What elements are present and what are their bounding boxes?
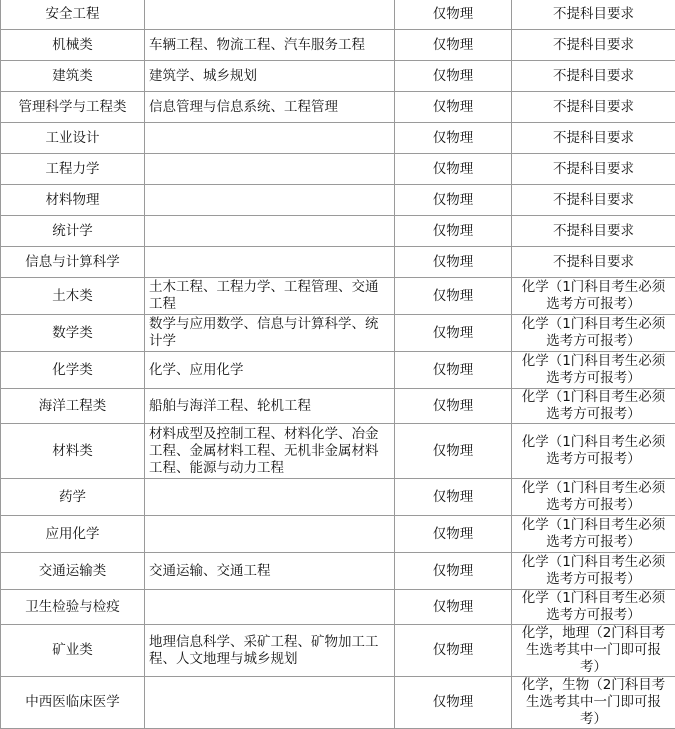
requirement-cell: 化学（1门科目考生必须选考方可报考） [512,424,675,479]
major-cell: 机械类 [1,30,145,61]
subject-cell: 仅物理 [395,216,512,247]
covers-cell [145,479,395,516]
table-row [1,389,675,424]
covers-cell [145,516,395,553]
subject-cell: 仅物理 [395,154,512,185]
major-cell: 土木类 [1,278,145,315]
requirement-cell: 化学（1门科目考生必须选考方可报考） [512,278,675,315]
requirement-cell: 不提科目要求 [512,30,675,61]
major-cell: 应用化学 [1,516,145,553]
covers-cell: 信息管理与信息系统、工程管理 [145,92,395,123]
requirement-cell: 不提科目要求 [512,247,675,278]
subject-cell: 仅物理 [395,247,512,278]
table-row [1,479,675,516]
subject-cell: 仅物理 [395,389,512,424]
table-row [1,154,675,185]
subject-cell: 仅物理 [395,61,512,92]
requirement-cell: 化学（1门科目考生必须选考方可报考） [512,479,675,516]
table-row [1,185,675,216]
covers-cell [145,590,395,625]
table-row [1,216,675,247]
subject-cell: 仅物理 [395,590,512,625]
covers-cell [145,185,395,216]
table-row [1,625,675,677]
subject-cell: 仅物理 [395,625,512,677]
major-cell: 工业设计 [1,123,145,154]
subject-cell: 仅物理 [395,677,512,729]
requirement-cell: 不提科目要求 [512,61,675,92]
major-cell: 安全工程 [1,0,145,30]
requirement-cell: 化学（1门科目考生必须选考方可报考） [512,315,675,352]
covers-cell [145,677,395,729]
requirement-cell: 不提科目要求 [512,123,675,154]
subject-cell: 仅物理 [395,352,512,389]
covers-cell [145,154,395,185]
major-cell: 管理科学与工程类 [1,92,145,123]
table-row [1,516,675,553]
requirement-cell: 不提科目要求 [512,154,675,185]
subject-cell: 仅物理 [395,92,512,123]
subject-cell: 仅物理 [395,278,512,315]
major-cell: 数学类 [1,315,145,352]
major-cell: 材料类 [1,424,145,479]
subject-cell: 仅物理 [395,553,512,590]
covers-cell: 交通运输、交通工程 [145,553,395,590]
table-row [1,278,675,315]
table-row [1,352,675,389]
requirement-cell: 化学（1门科目考生必须选考方可报考） [512,590,675,625]
covers-cell: 数学与应用数学、信息与计算科学、统计学 [145,315,395,352]
subject-cell: 仅物理 [395,424,512,479]
requirement-cell: 不提科目要求 [512,216,675,247]
subject-cell: 仅物理 [395,123,512,154]
covers-cell [145,0,395,30]
table-row [1,61,675,92]
major-cell: 信息与计算科学 [1,247,145,278]
subject-cell: 仅物理 [395,185,512,216]
covers-cell: 船舶与海洋工程、轮机工程 [145,389,395,424]
major-cell: 工程力学 [1,154,145,185]
requirement-cell: 化学，地理（2门科目考生选考其中一门即可报考） [512,625,675,677]
major-cell: 卫生检验与检疫 [1,590,145,625]
requirement-cell: 化学（1门科目考生必须选考方可报考） [512,389,675,424]
covers-cell: 建筑学、城乡规划 [145,61,395,92]
requirement-cell: 化学（1门科目考生必须选考方可报考） [512,553,675,590]
subject-cell: 仅物理 [395,516,512,553]
table-row [1,92,675,123]
covers-cell: 地理信息科学、采矿工程、矿物加工工程、人文地理与城乡规划 [145,625,395,677]
covers-cell: 化学、应用化学 [145,352,395,389]
covers-cell: 土木工程、工程力学、工程管理、交通工程 [145,278,395,315]
table-row [1,315,675,352]
requirement-cell: 化学（1门科目考生必须选考方可报考） [512,516,675,553]
major-cell: 化学类 [1,352,145,389]
subject-cell: 仅物理 [395,30,512,61]
major-cell: 建筑类 [1,61,145,92]
major-cell: 交通运输类 [1,553,145,590]
table-row [1,123,675,154]
requirement-cell: 不提科目要求 [512,0,675,30]
table-row [1,0,675,30]
major-cell: 材料物理 [1,185,145,216]
major-cell: 海洋工程类 [1,389,145,424]
subject-cell: 仅物理 [395,479,512,516]
requirement-cell: 化学（1门科目考生必须选考方可报考） [512,352,675,389]
subject-cell: 仅物理 [395,315,512,352]
major-cell: 统计学 [1,216,145,247]
table-row [1,553,675,590]
covers-cell [145,247,395,278]
table-row [1,424,675,479]
covers-cell: 材料成型及控制工程、材料化学、冶金工程、金属材料工程、无机非金属材料工程、能源与动力工程 [145,424,395,479]
table-row [1,677,675,729]
requirement-cell: 化学，生物（2门科目考生选考其中一门即可报考） [512,677,675,729]
major-cell: 矿业类 [1,625,145,677]
subject-cell: 仅物理 [395,0,512,30]
table-row [1,590,675,625]
major-cell: 药学 [1,479,145,516]
requirement-cell: 不提科目要求 [512,92,675,123]
major-cell: 中西医临床医学 [1,677,145,729]
table-row [1,247,675,278]
covers-cell [145,123,395,154]
requirement-cell: 不提科目要求 [512,185,675,216]
covers-cell [145,216,395,247]
table-row [1,30,675,61]
covers-cell: 车辆工程、物流工程、汽车服务工程 [145,30,395,61]
